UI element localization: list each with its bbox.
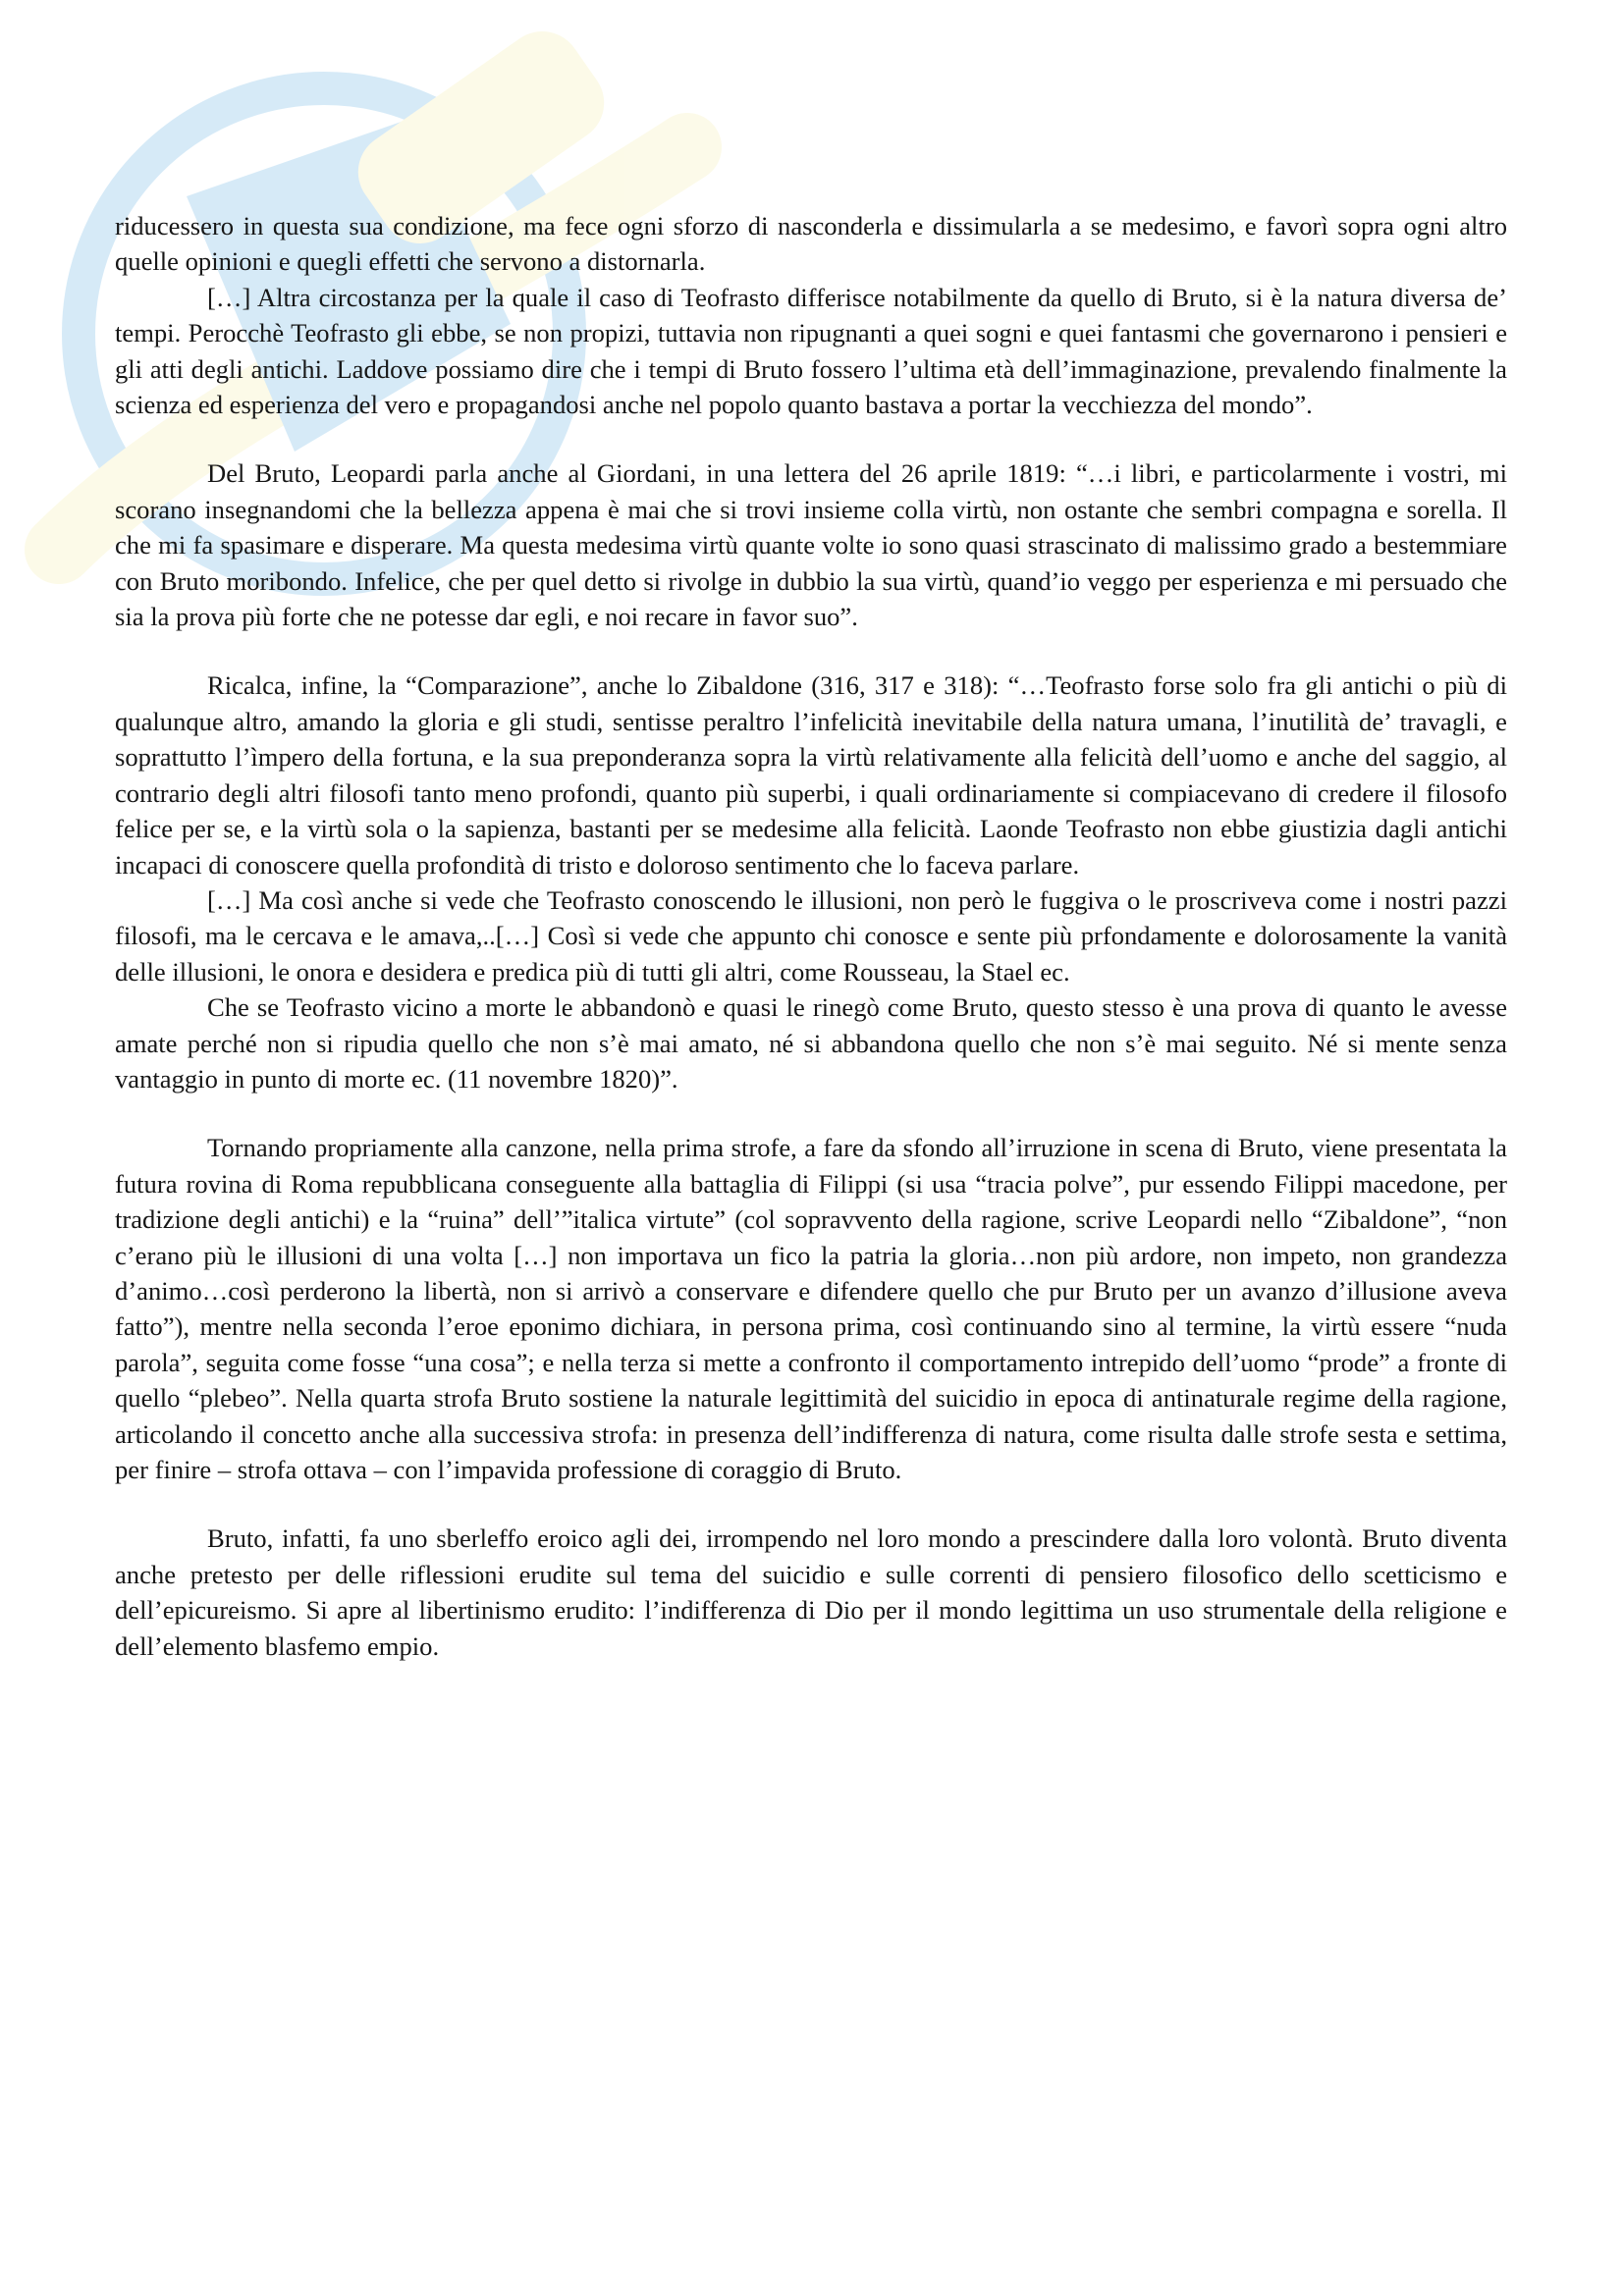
paragraph: […] Ma così anche si vede che Teofrasto conoscendo le illusioni, non però le fuggiva o le proscriveva come i nostri pazzi filosofi, ma le cercava e le amava,..[…] Così si vede che appunto chi conosce e sente più prfondamente e dolorosamente la vanità delle illusioni, le onora e desidera e predica più di tutti gli altri, come Rousseau, la Stael ec. bbox=[115, 884, 1507, 987]
paragraph: […] Altra circostanza per la quale il caso di Teofrasto differisce notabilmente da quello di Bruto, si è la natura diversa de’ tempi. Perocchè Teofrasto gli ebbe, se non propizi, tuttavia non ripugnanti a quei sogni e quei fantasmi che governarono i pensieri e gli atti degli antichi. Laddove possiamo dire che i tempi di Bruto fossero l’ultima età dell’immaginazione, prevalendo finalmente la scienza ed esperienza del vero e propagandosi anche nel popolo quanto bastava a portar la vecchiezza del mondo”. bbox=[115, 282, 1507, 420]
paragraph: Del Bruto, Leopardi parla anche al Giordani, in una lettera del 26 aprile 1819: “…i libri, e particolarmente i vostri, mi scorano insegnandomi che la bellezza appena è mai che si trovi insieme colla virtù, non ostante che sembri compagna e sorella. Il che mi fa spasimare e disperare. Ma questa medesima virtù quante volte io sono quasi strascinato di malissimo grado a bestemmiare con Bruto moribondo. Infelice, che per quel detto si rivolge in dubbio la sua virtù, quand’io veggo per esperienza e mi persuado che sia la prova più forte che ne potesse dar egli, e noi recare in favor suo”. bbox=[115, 458, 1507, 632]
paragraph: Tornando propriamente alla canzone, nella prima strofe, a fare da sfondo all’irruzione in scena di Bruto, viene presentata la futura rovina di Roma repubblicana conseguente alla battaglia di Filippi (si usa “tracia polve”, pur essendo Filippi macedone, per tradizione degli antichi) e la “ruina” dell’”italica virtute” (col sopravvento della ragione, scrive Leopardi nello “Zibaldone”, “non c’erano più le illusioni di una volta […] non importava un fico la patria la gloria…non più ardore, non impeto, non grandezza d’animo…così perderono la libertà, non si arrivò a conservare e difendere quello che pur Bruto per un avanzo d’illusione aveva fatto”), mentre nella seconda l’eroe eponimo dichiara, in persona prima, così continuando sino al termine, la virtù essere “nuda parola”, seguita come fosse “una cosa”; e nella terza si mette a confronto il comportamento intrepido dell’uomo “prode” a fronte di quello “plebeo”. Nella quarta strofa Bruto sostiene la naturale legittimità del suicidio in epoca di antinaturale regime della ragione, articolando il concetto anche alla successiva strofa: in presenza dell’indifferenza di natura, come risulta dalle strofe sesta e settima, per finire – strofa ottava – con l’impavida professione di coraggio di Bruto. bbox=[115, 1133, 1507, 1484]
paragraph: Bruto, infatti, fa uno sberleffo eroico agli dei, irrompendo nel loro mondo a prescindere dalla loro volontà. Bruto diventa anche pretesto per delle riflessioni erudite sul tema del suicidio e sulle correnti di pensiero filosofico dello scetticismo e dell’epicureismo. Si apre al libertinismo erudito: l’indifferenza di Dio per il mondo legittima un uso strumentale della religione e dell’elemento blasfemo empio. bbox=[115, 1523, 1507, 1661]
paragraph: riducessero in questa sua condizione, ma fece ogni sforzo di nasconderla e dissimularla a se medesimo, e favorì sopra ogni altro quelle opinioni e quegli effetti che servono a distornarla. bbox=[115, 211, 1507, 277]
paragraph: Ricalca, infine, la “Comparazione”, anche lo Zibaldone (316, 317 e 318): “…Teofrasto forse solo fra gli antichi o più di qualunque altro, amando la gloria e gli studi, sentisse peraltro l’infelicità inevitabile della natura umana, l’inutilità de’ travagli, e soprattutto l’ìmpero della fortuna, e la sua preponderanza sopra la virtù relativamente alla felicità dell’uomo e anche del saggio, al contrario degli altri filosofi tanto meno profondi, quanto più superbi, i quali ordinariamente si compiacevano di credere il filosofo felice per se, e la virtù sola o la sapienza, bastanti per se medesime alla felicità. Laonde Teofrasto non ebbe giustizia dagli antichi incapaci di conoscere quella profondità di tristo e doloroso sentimento che lo faceva parlare. bbox=[115, 670, 1507, 880]
document-page bbox=[115, 208, 1507, 1664]
paragraph: Che se Teofrasto vicino a morte le abbandonò e quasi le rinegò come Bruto, questo stesso è una prova di quanto le avesse amate perché non si ripudia quello che non s’è mai amato, né si abbandona quello che non s’è mai seguito. Né si mente senza vantaggio in punto di morte ec. (11 novembre 1820)”. bbox=[115, 992, 1507, 1094]
